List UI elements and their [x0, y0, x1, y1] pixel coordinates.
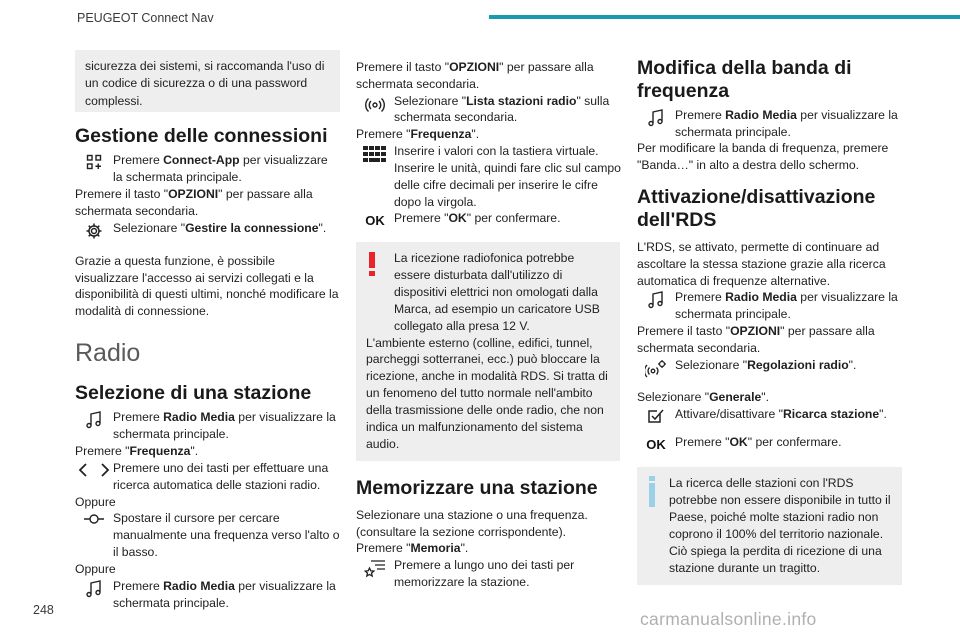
warning-box [356, 242, 620, 461]
music-note-icon [75, 409, 113, 429]
text: ". [471, 127, 480, 142]
chevrons-left-right-icon [75, 460, 113, 478]
text: ". [848, 357, 857, 372]
step-general [637, 389, 902, 406]
heading-select-station: Selezione di una stazione [75, 382, 312, 405]
text: Attivare/disattivare " [675, 406, 783, 421]
text: Selezionare " [675, 357, 748, 372]
text: Premere " [675, 434, 730, 449]
text: per visualizzare la schermata principale. [675, 290, 898, 322]
text: ". [761, 389, 769, 404]
step-radio-media-2 [75, 578, 340, 612]
slider-cursor-icon [75, 510, 113, 526]
text: Inserire i valori con la tastiera virtuale. Inserire le unità, quindi fare clic sul campo delle cifre decimali per inserire le cifre dopo la virgola. [394, 144, 621, 209]
header-title: PEUGEOT Connect Nav [77, 11, 214, 25]
text-bold: Lista stazioni radio [466, 93, 577, 108]
text-bold: Radio Media [725, 290, 797, 305]
text: Premere " [394, 211, 449, 226]
text: Premere uno dei tasti per effettuare una ricerca automatica delle stazioni radio. [113, 460, 329, 492]
page-number: 248 [33, 603, 54, 617]
step-options [637, 323, 902, 357]
warning-text-1: La ricezione radiofonica potrebbe essere disturbata dall'utilizzo di dispositivi elettrici non omologati dalla Marca, ad esempio un caricatore USB collegato alla presa 12 V. [394, 251, 600, 333]
heading-memorize: Memorizzare una stazione [356, 477, 598, 500]
header-accent-bar [489, 15, 960, 19]
warning-exclamation-icon [368, 252, 378, 281]
grid-apps-icon [75, 152, 113, 170]
step-manage-connection [75, 220, 340, 240]
heading-band: Modifica della banda di frequenza [637, 57, 852, 103]
text: per visualizzare la schermata principale. [675, 107, 898, 139]
or-label-1: Oppure [75, 494, 116, 509]
step-radio-media-rds [637, 289, 902, 323]
band-instruction: Per modificare la banda di frequenza, premere "Banda…" in alto a destra dello schermo. [637, 141, 889, 173]
info-i-icon [649, 483, 655, 507]
text: Premere [113, 410, 164, 425]
text: Premere [675, 290, 726, 305]
heading-rds: Attivazione/disattivazione dell'RDS [637, 186, 876, 232]
text: " per confermare. [747, 434, 842, 449]
watermark: carmanualsonline.info [640, 609, 817, 629]
text: Premere a lungo uno dei tasti per memorizzare la stazione. [394, 558, 575, 590]
text: ". [460, 541, 469, 556]
text: ". [318, 220, 327, 235]
text-bold: Connect-App [163, 153, 240, 168]
memo-select: Selezionare una stazione o una frequenza. (consultare la sezione corrispondente). [356, 507, 588, 539]
text-bold: Generale [709, 389, 762, 404]
step-frequency [356, 126, 620, 143]
text: ". [190, 444, 199, 459]
text: " per passare alla schermata secondaria. [356, 60, 594, 91]
text: Premere [113, 153, 164, 168]
text: per visualizzare la schermata principale. [113, 578, 336, 610]
step-memory [356, 540, 620, 557]
text: Selezionare " [113, 220, 186, 235]
column-1 [75, 50, 340, 611]
step-radio-media-band [637, 107, 902, 141]
music-note-icon [637, 107, 675, 127]
step-auto-search [75, 460, 340, 494]
heading-radio: Radio [75, 339, 141, 368]
text-bold: OPZIONI [168, 187, 219, 202]
step-radio-settings [637, 357, 902, 379]
text: ". [879, 406, 887, 421]
text: Premere [113, 578, 164, 593]
column-3 [637, 57, 902, 585]
text: Premere " [75, 444, 130, 459]
step-connect-app [75, 152, 340, 186]
text: " sulla schermata secondaria. [394, 93, 610, 125]
ok-icon: OK [365, 213, 385, 229]
text: Selezionare " [637, 389, 710, 404]
text-bold: Radio Media [725, 107, 797, 122]
gear-icon [75, 220, 113, 240]
step-manual-search [75, 510, 340, 560]
radio-list-icon [356, 93, 394, 115]
step-frequency [75, 443, 340, 460]
rds-description: L'RDS, se attivato, permette di continuare ad ascoltare la stessa stazione grazie alla ricerca automatica di frequenze alternative. [637, 239, 886, 288]
text-bold: Radio Media [163, 410, 235, 425]
step-station-search [637, 406, 902, 424]
step-options [356, 59, 620, 93]
text: " per passare alla schermata secondaria. [637, 324, 875, 355]
connections-description: Grazie a questa funzione, è possibile visualizzare l'accesso ai servizi collegati e la disponibilità di questi ultimi, nonché modificare la modalità di connessione. [75, 253, 339, 319]
warning-text-2: L'ambiente esterno (colline, edifici, tunnel, parcheggi sotterranei, ecc.) può bloccare la ricezione, anche in modalità RDS. Si tratta di un fenomeno del tutto normale nell'ambito della trasmissione delle onde radio, che non indica un malfunzionamento del sistema audio. [366, 335, 608, 451]
text: Premere il tasto " [75, 187, 169, 202]
text-bold: Memoria [410, 541, 461, 556]
column-2 [356, 59, 620, 591]
text: " per confermare. [466, 211, 561, 226]
text: " per passare alla schermata secondaria. [75, 187, 313, 218]
music-note-icon [637, 289, 675, 309]
text-bold: Regolazioni radio [747, 357, 849, 372]
music-note-icon [75, 578, 113, 598]
step-ok [356, 210, 620, 230]
text-bold: Ricarca stazione [782, 406, 880, 421]
text: Premere " [356, 127, 411, 142]
step-station-list [356, 93, 620, 127]
text: Premere il tasto " [356, 60, 450, 74]
security-note-text: sicurezza dei sistemi, si raccomanda l'uso di un codice di sicurezza o di una password complessi. [85, 59, 325, 108]
text-bold: OPZIONI [449, 60, 500, 74]
keyboard-icon [356, 143, 394, 163]
step-options [75, 186, 340, 220]
security-note-box [75, 50, 340, 112]
text: Premere il tasto " [637, 324, 731, 339]
text: Spostare il cursore per cercare manualmente una frequenza verso l'alto o il basso. [113, 511, 340, 560]
text-bold: Radio Media [163, 578, 235, 593]
step-ok [637, 434, 902, 454]
text-bold: OK [448, 211, 467, 226]
text-bold: OPZIONI [730, 324, 781, 339]
step-radio-media-1 [75, 409, 340, 443]
text-bold: Frequenza [410, 127, 472, 142]
heading-connections: Gestione delle connessioni [75, 125, 328, 147]
text: per visualizzare la schermata principale. [113, 410, 336, 442]
text-bold: OK [729, 434, 748, 449]
info-text: La ricerca delle stazioni con l'RDS potrebbe non essere disponibile in tutto il Paese, poiché molte stazioni radio non coprono il 100% del territorio nazionale. Ciò spiega la perdita di ricezione di una stazione durante un tragitto. [669, 476, 891, 575]
radio-settings-icon [637, 357, 675, 379]
ok-icon: OK [646, 436, 666, 452]
star-list-icon [356, 557, 394, 579]
step-long-press [356, 557, 620, 591]
text-bold: Gestire la connessione [185, 220, 319, 235]
text: Premere [675, 107, 726, 122]
checkbox-icon [637, 406, 675, 424]
text: Premere " [356, 541, 411, 556]
or-label-2: Oppure [75, 561, 116, 576]
text-bold: Frequenza [129, 444, 191, 459]
text: Selezionare " [394, 93, 467, 108]
text: per visualizzare la schermata principale. [113, 153, 328, 185]
info-box [637, 467, 902, 585]
step-keyboard [356, 143, 620, 210]
